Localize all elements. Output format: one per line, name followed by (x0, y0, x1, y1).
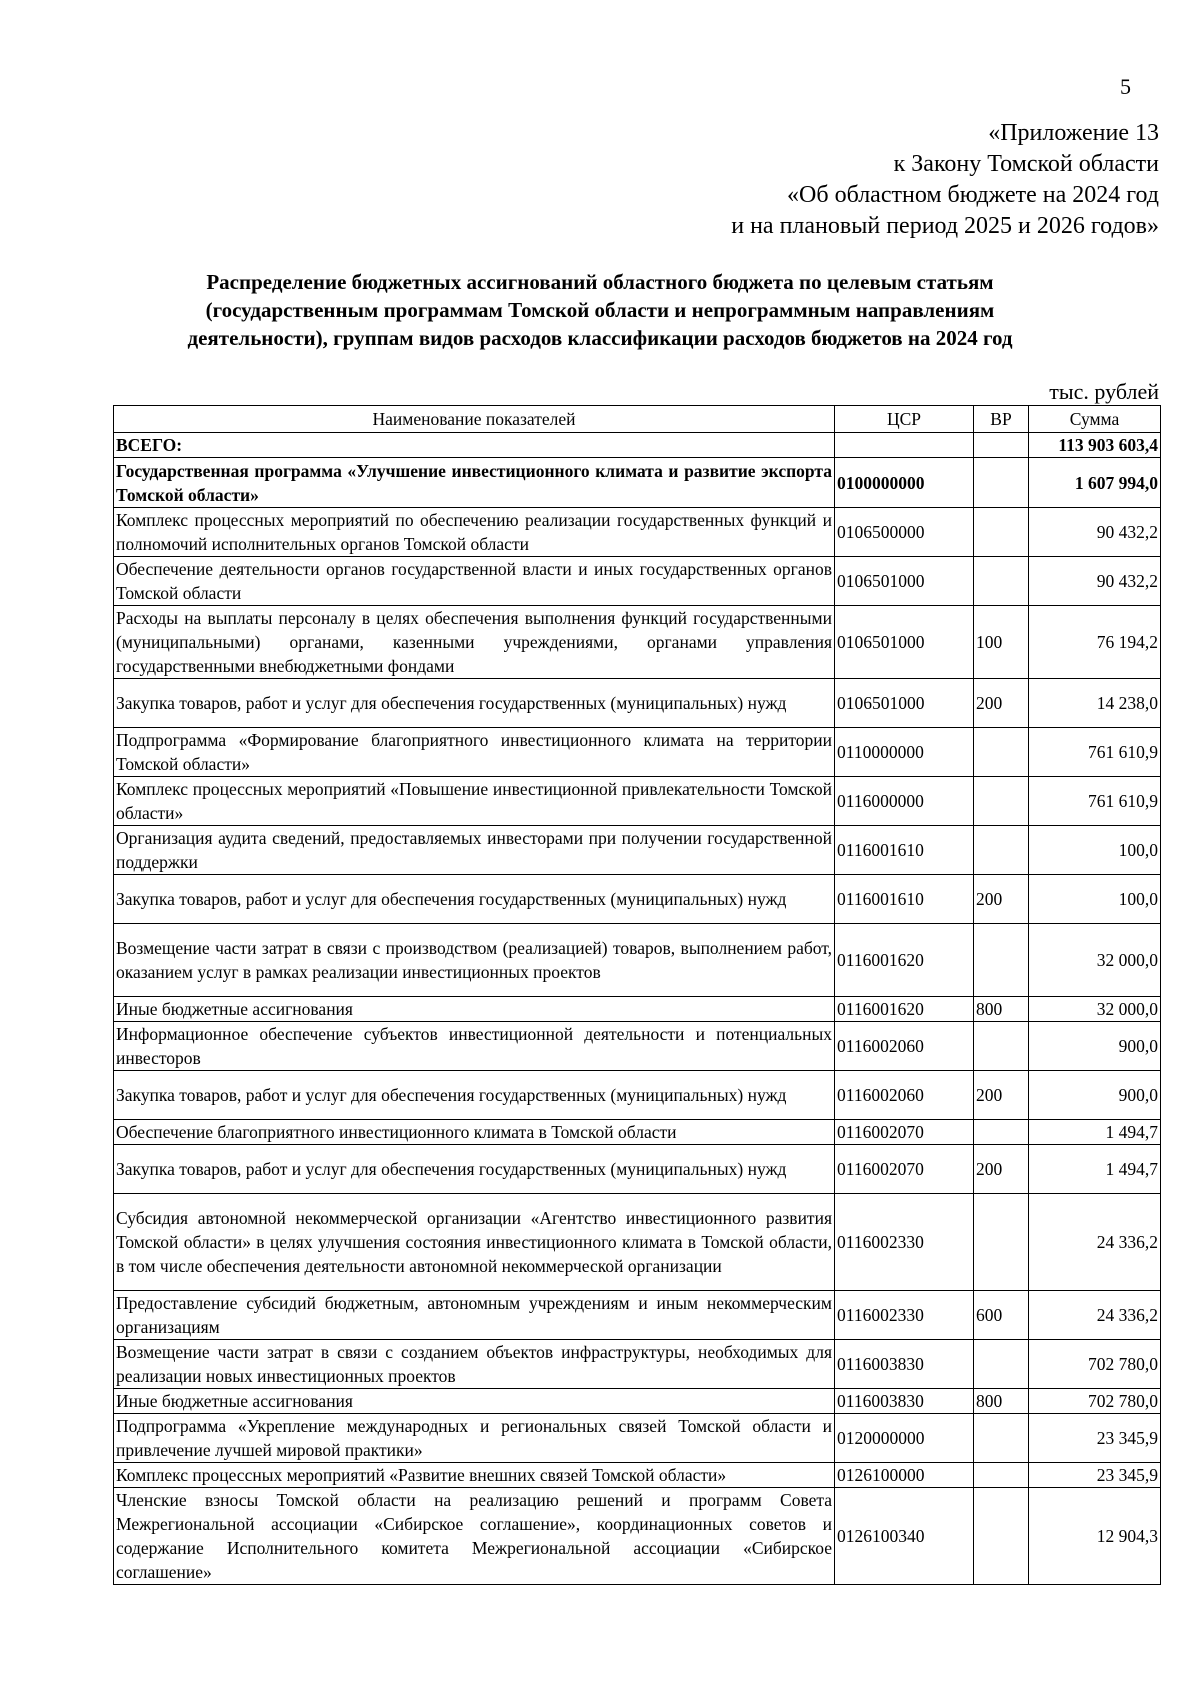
annex-line-4: и на плановый период 2025 и 2026 годов» (731, 213, 1159, 239)
cell-code: 0116001610 (835, 875, 974, 924)
cell-code: 0116001620 (835, 997, 974, 1022)
cell-vr (974, 777, 1029, 826)
cell-sum: 90 432,2 (1029, 508, 1161, 557)
cell-code: 0116002060 (835, 1022, 974, 1071)
cell-code: 0100000000 (835, 458, 974, 508)
cell-name: Закупка товаров, работ и услуг для обеспечения государственных (муниципальных) нужд (114, 679, 835, 728)
cell-vr: 800 (974, 1389, 1029, 1414)
cell-sum: 113 903 603,4 (1029, 433, 1161, 458)
cell-name: Иные бюджетные ассигнования (114, 997, 835, 1022)
cell-sum: 24 336,2 (1029, 1291, 1161, 1340)
cell-vr (974, 1120, 1029, 1145)
table-row-total (114, 433, 1161, 458)
cell-sum: 100,0 (1029, 826, 1161, 875)
cell-sum: 12 904,3 (1029, 1488, 1161, 1585)
cell-vr: 200 (974, 875, 1029, 924)
cell-code (835, 433, 974, 458)
table-row (114, 1414, 1161, 1463)
cell-code: 0116003830 (835, 1340, 974, 1389)
cell-name: Государственная программа «Улучшение инвестиционного климата и развитие экспорта Томской области» (114, 458, 835, 508)
annex-line-2: к Закону Томской области (893, 151, 1159, 177)
table-row (114, 1340, 1161, 1389)
table-row (114, 1291, 1161, 1340)
cell-vr: 200 (974, 1071, 1029, 1120)
cell-code: 0116003830 (835, 1389, 974, 1414)
table-row (114, 1145, 1161, 1194)
cell-name: Подпрограмма «Укрепление международных и региональных связей Томской области и привлечение лучшей мировой практики» (114, 1414, 835, 1463)
cell-sum: 90 432,2 (1029, 557, 1161, 606)
cell-name: Обеспечение деятельности органов государственной власти и иных государственных органов Томской области (114, 557, 835, 606)
cell-vr (974, 1022, 1029, 1071)
cell-vr (974, 508, 1029, 557)
table-row (114, 679, 1161, 728)
table-row (114, 508, 1161, 557)
cell-sum: 1 494,7 (1029, 1145, 1161, 1194)
cell-code: 0116002330 (835, 1194, 974, 1291)
cell-sum: 900,0 (1029, 1071, 1161, 1120)
cell-vr (974, 1463, 1029, 1488)
cell-vr (974, 1414, 1029, 1463)
header-code: ЦСР (835, 406, 974, 433)
cell-vr (974, 557, 1029, 606)
cell-code: 0106501000 (835, 557, 974, 606)
cell-name: Обеспечение благоприятного инвестиционного климата в Томской области (114, 1120, 835, 1145)
header-vr: ВР (974, 406, 1029, 433)
cell-vr (974, 1340, 1029, 1389)
cell-name: Комплекс процессных мероприятий «Повышение инвестиционной привлекательности Томской области» (114, 777, 835, 826)
cell-name: Расходы на выплаты персоналу в целях обеспечения выполнения функций государственными (муниципальными) органами, казенными учреждениями, органами управления государственными внебюджетными фондами (114, 606, 835, 679)
table-row (114, 1389, 1161, 1414)
title-line-2: (государственным программам Томской области и непрограммным направлениям (205, 298, 995, 322)
cell-sum: 14 238,0 (1029, 679, 1161, 728)
page-number: 5 (1120, 74, 1131, 99)
cell-sum: 23 345,9 (1029, 1463, 1161, 1488)
cell-code: 0116001620 (835, 924, 974, 997)
table-row (114, 728, 1161, 777)
table-row (114, 557, 1161, 606)
cell-sum: 702 780,0 (1029, 1389, 1161, 1414)
cell-vr (974, 458, 1029, 508)
table-header-row (114, 406, 1161, 433)
cell-name: Возмещение части затрат в связи с производством (реализацией) товаров, выполнением работ, оказанием услуг в рамках реализации инвестиционных проектов (114, 924, 835, 997)
cell-name: Комплекс процессных мероприятий «Развитие внешних связей Томской области» (114, 1463, 835, 1488)
cell-vr: 100 (974, 606, 1029, 679)
table-row (114, 458, 1161, 508)
cell-code: 0106501000 (835, 679, 974, 728)
cell-vr: 200 (974, 679, 1029, 728)
cell-name: Закупка товаров, работ и услуг для обеспечения государственных (муниципальных) нужд (114, 1145, 835, 1194)
table-row (114, 1022, 1161, 1071)
cell-name: Комплекс процессных мероприятий по обеспечению реализации государственных функций и полномочий исполнительных органов Томской области (114, 508, 835, 557)
cell-code: 0106500000 (835, 508, 974, 557)
table-row (114, 1488, 1161, 1585)
table-row (114, 826, 1161, 875)
budget-table (113, 405, 1161, 1585)
cell-sum: 1 607 994,0 (1029, 458, 1161, 508)
cell-name: Иные бюджетные ассигнования (114, 1389, 835, 1414)
cell-sum: 24 336,2 (1029, 1194, 1161, 1291)
cell-code: 0116002070 (835, 1145, 974, 1194)
table-row (114, 606, 1161, 679)
cell-sum: 32 000,0 (1029, 997, 1161, 1022)
annex-line-1: «Приложение 13 (988, 120, 1159, 146)
title-line-3: деятельности), группам видов расходов классификации расходов бюджетов на 2024 год (187, 326, 1013, 350)
table-row (114, 1194, 1161, 1291)
cell-sum: 761 610,9 (1029, 728, 1161, 777)
table-row (114, 1120, 1161, 1145)
table-row (114, 997, 1161, 1022)
cell-code: 0116000000 (835, 777, 974, 826)
header-sum: Сумма (1029, 406, 1161, 433)
cell-sum: 23 345,9 (1029, 1414, 1161, 1463)
cell-name: Организация аудита сведений, предоставляемых инвесторами при получении государственной поддержки (114, 826, 835, 875)
cell-vr (974, 1488, 1029, 1585)
annex-header (731, 118, 1159, 242)
cell-vr (974, 1194, 1029, 1291)
cell-code: 0110000000 (835, 728, 974, 777)
cell-sum: 100,0 (1029, 875, 1161, 924)
cell-name: Информационное обеспечение субъектов инвестиционной деятельности и потенциальных инвесторов (114, 1022, 835, 1071)
cell-code: 0116001610 (835, 826, 974, 875)
cell-code: 0126100000 (835, 1463, 974, 1488)
cell-sum: 1 494,7 (1029, 1120, 1161, 1145)
cell-name: Предоставление субсидий бюджетным, автономным учреждениям и иным некоммерческим организациям (114, 1291, 835, 1340)
table-row (114, 1071, 1161, 1120)
table-row (114, 777, 1161, 826)
cell-sum: 76 194,2 (1029, 606, 1161, 679)
cell-vr: 600 (974, 1291, 1029, 1340)
cell-name: ВСЕГО: (114, 433, 835, 458)
table-row (114, 924, 1161, 997)
cell-vr (974, 924, 1029, 997)
title-line-1: Распределение бюджетных ассигнований областного бюджета по целевым статьям (206, 270, 994, 294)
cell-name: Членские взносы Томской области на реализацию решений и программ Совета Межрегиональной ассоциации «Сибирское соглашение», координационных советов и содержание Исполнительного комитета Межрегиональной ассоциации «Сибирское соглашение» (114, 1488, 835, 1585)
units-label: тыс. рублей (1049, 379, 1159, 404)
annex-line-3: «Об областном бюджете на 2024 год (787, 182, 1159, 208)
cell-vr: 800 (974, 997, 1029, 1022)
cell-code: 0126100340 (835, 1488, 974, 1585)
cell-name: Закупка товаров, работ и услуг для обеспечения государственных (муниципальных) нужд (114, 875, 835, 924)
header-name: Наименование показателей (114, 406, 835, 433)
cell-code: 0120000000 (835, 1414, 974, 1463)
cell-code: 0116002060 (835, 1071, 974, 1120)
cell-vr (974, 826, 1029, 875)
table-row (114, 875, 1161, 924)
cell-name: Субсидия автономной некоммерческой организации «Агентство инвестиционного развития Томской области» в целях улучшения состояния инвестиционного климата в Томской области, в том числе обеспечения деятельности автономной некоммерческой организации (114, 1194, 835, 1291)
table-row (114, 1463, 1161, 1488)
cell-sum: 761 610,9 (1029, 777, 1161, 826)
cell-vr: 200 (974, 1145, 1029, 1194)
cell-sum: 900,0 (1029, 1022, 1161, 1071)
document-title (120, 268, 1080, 352)
cell-code: 0116002070 (835, 1120, 974, 1145)
cell-code: 0106501000 (835, 606, 974, 679)
cell-sum: 32 000,0 (1029, 924, 1161, 997)
cell-vr (974, 433, 1029, 458)
cell-name: Возмещение части затрат в связи с созданием объектов инфраструктуры, необходимых для реализации новых инвестиционных проектов (114, 1340, 835, 1389)
cell-sum: 702 780,0 (1029, 1340, 1161, 1389)
cell-vr (974, 728, 1029, 777)
cell-name: Подпрограмма «Формирование благоприятного инвестиционного климата на территории Томской области» (114, 728, 835, 777)
cell-name: Закупка товаров, работ и услуг для обеспечения государственных (муниципальных) нужд (114, 1071, 835, 1120)
cell-code: 0116002330 (835, 1291, 974, 1340)
